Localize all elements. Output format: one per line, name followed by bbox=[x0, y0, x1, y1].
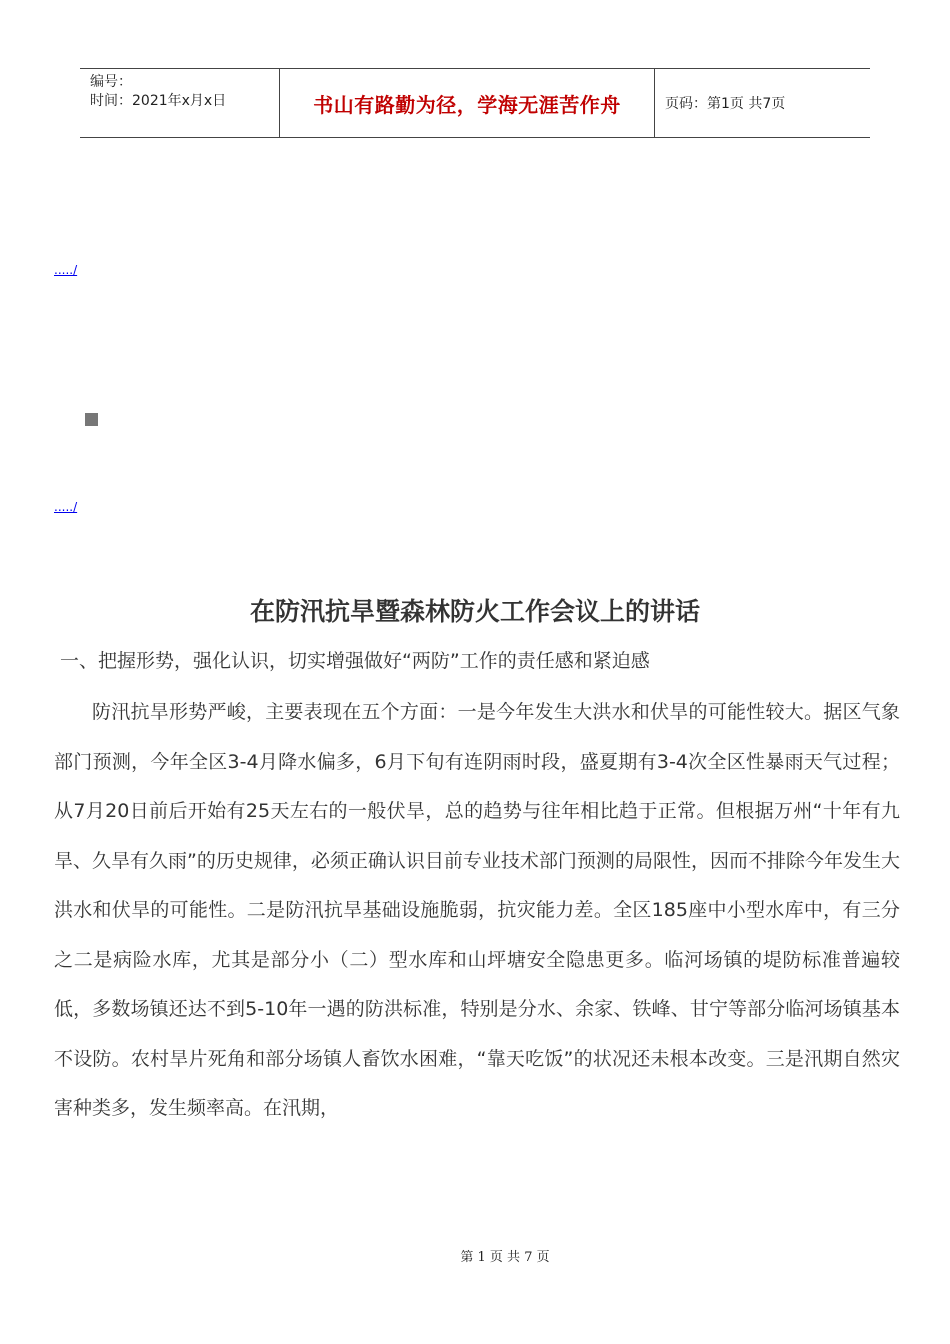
ellipsis-link[interactable]: ...../ bbox=[54, 263, 78, 277]
section-heading: 一、把握形势，强化认识，切实增强做好“两防”工作的责任感和紧迫感 bbox=[60, 650, 650, 672]
header-page-info: 页码：第1页 共7页 bbox=[665, 96, 786, 112]
body-paragraph: 防汛抗旱形势严峻，主要表现在五个方面：一是今年发生大洪水和伏旱的可能性较大。据区气象部门预测，今年全区3-4月降水偏多，6月下旬有连阴雨时段，盛夏期有3-4次全区性暴雨天气过程；从7月20日前后开始有25天左右的一般伏旱，总的趋势与往年相比趋于正常。但根据万州“十年有九旱、久旱有久雨”的历史规律，必须正确认识目前专业技术部门预测的局限性，因而不排除今年发生大洪水和伏旱的可能性。二是防汛抗旱基础设施脆弱，抗灾能力差。全区185座中小型水库中，有三分之二是病险水库，尤其是部分小（二）型水库和山坪塘安全隐患更多。临河场镇的堤防标准普遍较低，多数场镇还达不到5-10年一遇的防洪标准，特别是分水、余家、铁峰、甘宁等部分临河场镇基本不设防。农村旱片死角和部分场镇人畜饮水困难，“靠天吃饭”的状况还未根本改变。三是汛期自然灾害种类多，发生频率高。在汛期， bbox=[54, 701, 900, 1119]
document-title: 在防汛抗旱暨森林防火工作会议上的讲话 bbox=[249, 597, 700, 626]
document-date: 时间：2021年x月x日 bbox=[90, 93, 227, 109]
page-footer: 第 1 页 共 7 页 bbox=[460, 1250, 550, 1265]
header-meta bbox=[80, 69, 280, 137]
document-number-label: 编号： bbox=[90, 74, 132, 90]
header-motto: 书山有路勤为径，学海无涯苦作舟 bbox=[280, 69, 655, 137]
square-bullet-icon bbox=[85, 413, 98, 426]
page-header bbox=[80, 68, 870, 138]
ellipsis-link[interactable]: ...../ bbox=[54, 500, 78, 514]
